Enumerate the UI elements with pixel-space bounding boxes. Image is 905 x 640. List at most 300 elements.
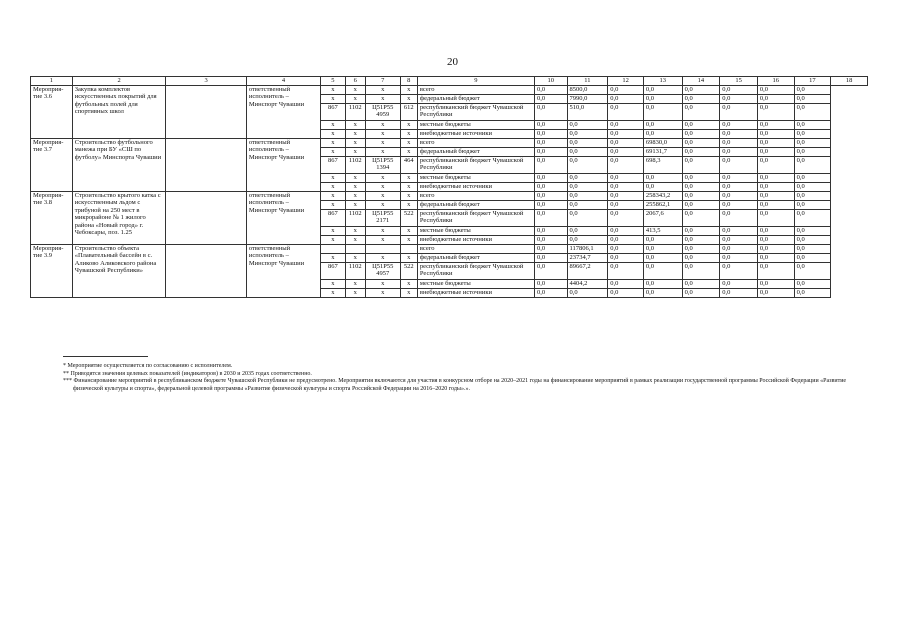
value-cell: 0,0 bbox=[720, 201, 758, 210]
value-cell: 0,0 bbox=[682, 148, 720, 157]
value-cell: 0,0 bbox=[643, 236, 682, 245]
value-cell: 0,0 bbox=[757, 263, 794, 280]
value-cell: 0,0 bbox=[757, 86, 794, 95]
table-body bbox=[31, 77, 868, 298]
value-cell: 0,0 bbox=[757, 245, 794, 254]
measure-description: Закупка комплектов искусственных покрытий для футбольных полей для спортивных школ bbox=[72, 86, 166, 139]
header-cell: 18 bbox=[831, 77, 868, 86]
section-code: x bbox=[345, 139, 365, 148]
value-cell: 0,0 bbox=[720, 183, 758, 192]
section-code: 1102 bbox=[345, 104, 365, 121]
value-cell: 0,0 bbox=[534, 183, 567, 192]
header-cell: 16 bbox=[757, 77, 794, 86]
funding-source: республиканский бюджет Чувашской Республики bbox=[417, 104, 534, 121]
value-cell: 0,0 bbox=[757, 289, 794, 298]
value-cell: 0,0 bbox=[720, 245, 758, 254]
expense-type-code: x bbox=[400, 174, 417, 183]
value-cell: 0,0 bbox=[757, 121, 794, 130]
funding-source: внебюджетные источники bbox=[417, 183, 534, 192]
value-cell: 69830,0 bbox=[643, 139, 682, 148]
header-cell: 3 bbox=[166, 77, 246, 86]
target-article-code: x bbox=[365, 201, 400, 210]
funding-source: всего bbox=[417, 139, 534, 148]
value-cell: 0,0 bbox=[757, 104, 794, 121]
value-cell: 0,0 bbox=[720, 236, 758, 245]
value-cell: 0,0 bbox=[794, 245, 831, 254]
measure-name: Мероприя-тие 3.9 bbox=[31, 245, 73, 298]
expense-type-code: x bbox=[400, 148, 417, 157]
header-cell: 12 bbox=[608, 77, 644, 86]
measure-description: Строительство футбольного манежа при БУ «СШ по футболу» Минспорта Чувашии bbox=[72, 139, 166, 192]
funding-source: внебюджетные источники bbox=[417, 289, 534, 298]
section-code: x bbox=[345, 174, 365, 183]
measure-name: Мероприя-тие 3.7 bbox=[31, 139, 73, 192]
value-cell: 0,0 bbox=[608, 104, 644, 121]
value-cell: 117806,1 bbox=[567, 245, 608, 254]
grbs-code: 867 bbox=[321, 210, 345, 227]
section-code: x bbox=[345, 86, 365, 95]
value-cell: 0,0 bbox=[608, 139, 644, 148]
value-cell: 0,0 bbox=[643, 95, 682, 104]
value-cell: 0,0 bbox=[567, 130, 608, 139]
target-article-code: x bbox=[365, 139, 400, 148]
funding-source: федеральный бюджет bbox=[417, 254, 534, 263]
value-cell: 0,0 bbox=[757, 148, 794, 157]
value-cell: 0,0 bbox=[567, 183, 608, 192]
value-cell: 8500,0 bbox=[567, 86, 608, 95]
header-cell: 9 bbox=[417, 77, 534, 86]
value-cell: 0,0 bbox=[794, 236, 831, 245]
header-row bbox=[31, 77, 868, 86]
value-cell: 0,0 bbox=[757, 183, 794, 192]
value-cell: 0,0 bbox=[682, 201, 720, 210]
target-article-code: x bbox=[365, 174, 400, 183]
value-cell: 0,0 bbox=[794, 86, 831, 95]
value-cell: 0,0 bbox=[720, 254, 758, 263]
value-cell: 0,0 bbox=[757, 280, 794, 289]
value-cell: 0,0 bbox=[643, 86, 682, 95]
value-cell: 0,0 bbox=[534, 227, 567, 236]
value-cell: 0,0 bbox=[720, 121, 758, 130]
value-cell: 0,0 bbox=[757, 236, 794, 245]
expense-type-code: x bbox=[400, 289, 417, 298]
value-cell: 0,0 bbox=[608, 157, 644, 174]
value-cell: 0,0 bbox=[757, 227, 794, 236]
value-cell: 0,0 bbox=[720, 139, 758, 148]
grbs-code: x bbox=[321, 254, 345, 263]
funding-source: республиканский бюджет Чувашской Республики bbox=[417, 157, 534, 174]
expense-type-code: x bbox=[400, 130, 417, 139]
section-code: x bbox=[345, 227, 365, 236]
value-cell: 0,0 bbox=[608, 183, 644, 192]
value-cell: 0,0 bbox=[757, 254, 794, 263]
header-cell: 6 bbox=[345, 77, 365, 86]
value-cell: 0,0 bbox=[643, 245, 682, 254]
value-cell: 510,0 bbox=[567, 104, 608, 121]
value-cell: 0,0 bbox=[608, 192, 644, 201]
header-cell: 4 bbox=[246, 77, 320, 86]
funding-source: местные бюджеты bbox=[417, 121, 534, 130]
funding-source: местные бюджеты bbox=[417, 227, 534, 236]
value-cell: 0,0 bbox=[757, 130, 794, 139]
value-cell: 7990,0 bbox=[567, 95, 608, 104]
value-cell: 0,0 bbox=[682, 254, 720, 263]
grbs-code: x bbox=[321, 121, 345, 130]
value-cell: 0,0 bbox=[534, 289, 567, 298]
value-cell: 0,0 bbox=[794, 121, 831, 130]
funding-source: федеральный бюджет bbox=[417, 95, 534, 104]
value-cell: 0,0 bbox=[608, 174, 644, 183]
section-code: x bbox=[345, 280, 365, 289]
section-code: x bbox=[345, 192, 365, 201]
expense-type-code: x bbox=[400, 95, 417, 104]
grbs-code bbox=[321, 245, 345, 254]
value-cell: 0,0 bbox=[794, 210, 831, 227]
value-cell: 0,0 bbox=[757, 210, 794, 227]
header-cell: 15 bbox=[720, 77, 758, 86]
value-cell: 0,0 bbox=[757, 192, 794, 201]
expense-type-code: x bbox=[400, 254, 417, 263]
value-cell: 0,0 bbox=[757, 157, 794, 174]
page-number: 20 bbox=[447, 56, 458, 68]
value-cell: 0,0 bbox=[794, 95, 831, 104]
header-cell: 11 bbox=[567, 77, 608, 86]
section-code: x bbox=[345, 183, 365, 192]
responsible-executor: ответственный исполнитель – Минспорт Чувашии bbox=[246, 245, 320, 298]
value-cell: 0,0 bbox=[567, 289, 608, 298]
value-cell: 0,0 bbox=[534, 210, 567, 227]
target-article-code: x bbox=[365, 254, 400, 263]
value-cell: 0,0 bbox=[720, 280, 758, 289]
value-cell: 23734,7 bbox=[567, 254, 608, 263]
target-article-code: x bbox=[365, 130, 400, 139]
funding-source: всего bbox=[417, 245, 534, 254]
grbs-code: 867 bbox=[321, 104, 345, 121]
section-code: x bbox=[345, 148, 365, 157]
expense-type-code: x bbox=[400, 121, 417, 130]
responsible-executor: ответственный исполнитель – Минспорт Чувашии bbox=[246, 192, 320, 245]
value-cell: 0,0 bbox=[643, 130, 682, 139]
value-cell: 0,0 bbox=[794, 289, 831, 298]
value-cell: 0,0 bbox=[794, 130, 831, 139]
header-cell: 13 bbox=[643, 77, 682, 86]
table-row bbox=[31, 86, 868, 95]
grbs-code: x bbox=[321, 289, 345, 298]
value-cell: 0,0 bbox=[720, 263, 758, 280]
measure-description: Строительство крытого катка с искусственным льдом с трибуной на 250 мест в микрорайоне № 1 жилого района «Новый город» г. Чебоксары, поз. 1.25 bbox=[72, 192, 166, 245]
value-cell: 0,0 bbox=[534, 130, 567, 139]
expense-type-code: 464 bbox=[400, 157, 417, 174]
value-cell: 0,0 bbox=[643, 280, 682, 289]
value-cell: 0,0 bbox=[534, 174, 567, 183]
value-cell: 0,0 bbox=[608, 254, 644, 263]
value-cell: 0,0 bbox=[608, 227, 644, 236]
value-cell: 0,0 bbox=[794, 157, 831, 174]
value-cell: 0,0 bbox=[567, 227, 608, 236]
table-row bbox=[31, 192, 868, 201]
target-article-code: Ц51Р55 4957 bbox=[365, 263, 400, 280]
table-row bbox=[31, 139, 868, 148]
target-article-code: x bbox=[365, 121, 400, 130]
expense-type-code: x bbox=[400, 192, 417, 201]
value-cell: 0,0 bbox=[567, 236, 608, 245]
target-article-code: Ц51Р55 2171 bbox=[365, 210, 400, 227]
value-cell: 0,0 bbox=[794, 227, 831, 236]
target-article-code: x bbox=[365, 280, 400, 289]
value-cell: 0,0 bbox=[608, 148, 644, 157]
value-cell: 0,0 bbox=[608, 201, 644, 210]
funding-source: всего bbox=[417, 192, 534, 201]
value-cell: 0,0 bbox=[534, 95, 567, 104]
value-cell: 0,0 bbox=[534, 280, 567, 289]
measure-description: Строительство объекта «Плавательный бассейн в с. Аликово Аликовского района Чувашской Республики» bbox=[72, 245, 166, 298]
value-cell: 0,0 bbox=[794, 263, 831, 280]
grbs-code: x bbox=[321, 280, 345, 289]
value-cell: 0,0 bbox=[794, 192, 831, 201]
value-cell: 0,0 bbox=[608, 245, 644, 254]
target-article-code bbox=[365, 245, 400, 254]
col3-cell bbox=[166, 139, 246, 192]
value-cell: 0,0 bbox=[534, 236, 567, 245]
expense-type-code: x bbox=[400, 86, 417, 95]
value-cell: 0,0 bbox=[720, 289, 758, 298]
expense-type-code: 522 bbox=[400, 263, 417, 280]
value-cell: 0,0 bbox=[567, 121, 608, 130]
value-cell: 89667,2 bbox=[567, 263, 608, 280]
header-cell: 7 bbox=[365, 77, 400, 86]
value-cell: 0,0 bbox=[720, 227, 758, 236]
value-cell: 0,0 bbox=[567, 201, 608, 210]
value-cell: 0,0 bbox=[794, 174, 831, 183]
footnote-1: * Мероприятие осуществляется по согласованию с исполнителем. bbox=[63, 363, 233, 369]
funding-source: федеральный бюджет bbox=[417, 148, 534, 157]
section-code: x bbox=[345, 236, 365, 245]
value-cell: 0,0 bbox=[757, 174, 794, 183]
value-cell: 0,0 bbox=[682, 245, 720, 254]
header-cell: 2 bbox=[72, 77, 166, 86]
value-cell: 0,0 bbox=[608, 289, 644, 298]
value-cell: 0,0 bbox=[608, 130, 644, 139]
value-cell: 0,0 bbox=[534, 86, 567, 95]
measure-name: Мероприя-тие 3.8 bbox=[31, 192, 73, 245]
value-cell: 258343,2 bbox=[643, 192, 682, 201]
expense-type-code: x bbox=[400, 236, 417, 245]
value-cell: 0,0 bbox=[720, 95, 758, 104]
value-cell: 0,0 bbox=[794, 104, 831, 121]
section-code bbox=[345, 245, 365, 254]
target-article-code: x bbox=[365, 236, 400, 245]
value-cell: 0,0 bbox=[682, 121, 720, 130]
value-cell: 2067,6 bbox=[643, 210, 682, 227]
value-cell: 0,0 bbox=[567, 139, 608, 148]
value-cell: 0,0 bbox=[720, 104, 758, 121]
value-cell: 0,0 bbox=[534, 245, 567, 254]
value-cell: 69131,7 bbox=[643, 148, 682, 157]
expense-type-code: x bbox=[400, 227, 417, 236]
target-article-code: x bbox=[365, 192, 400, 201]
target-article-code: x bbox=[365, 289, 400, 298]
section-code: 1102 bbox=[345, 263, 365, 280]
measure-name: Мероприя-тие 3.6 bbox=[31, 86, 73, 139]
section-code: x bbox=[345, 289, 365, 298]
value-cell: 0,0 bbox=[794, 183, 831, 192]
header-cell: 17 bbox=[794, 77, 831, 86]
grbs-code: x bbox=[321, 174, 345, 183]
grbs-code: x bbox=[321, 148, 345, 157]
target-article-code: x bbox=[365, 183, 400, 192]
grbs-code: 867 bbox=[321, 157, 345, 174]
value-cell: 0,0 bbox=[757, 139, 794, 148]
value-cell: 0,0 bbox=[794, 280, 831, 289]
value-cell: 0,0 bbox=[643, 263, 682, 280]
expense-type-code: 522 bbox=[400, 210, 417, 227]
value-cell: 0,0 bbox=[794, 148, 831, 157]
funding-source: республиканский бюджет Чувашской Республики bbox=[417, 210, 534, 227]
section-code: x bbox=[345, 254, 365, 263]
value-cell: 0,0 bbox=[720, 130, 758, 139]
value-cell: 0,0 bbox=[682, 289, 720, 298]
header-cell: 5 bbox=[321, 77, 345, 86]
target-article-code: x bbox=[365, 227, 400, 236]
value-cell: 0,0 bbox=[682, 157, 720, 174]
value-cell: 0,0 bbox=[534, 157, 567, 174]
value-cell: 0,0 bbox=[682, 280, 720, 289]
value-cell: 0,0 bbox=[643, 289, 682, 298]
value-cell: 0,0 bbox=[794, 139, 831, 148]
value-cell: 0,0 bbox=[682, 104, 720, 121]
footnotes bbox=[63, 356, 853, 393]
funding-source: местные бюджеты bbox=[417, 174, 534, 183]
header-cell: 10 bbox=[534, 77, 567, 86]
budget-table bbox=[30, 76, 868, 298]
target-article-code: x bbox=[365, 148, 400, 157]
header-cell: 1 bbox=[31, 77, 73, 86]
funding-source: внебюджетные источники bbox=[417, 130, 534, 139]
grbs-code: x bbox=[321, 183, 345, 192]
expense-type-code bbox=[400, 245, 417, 254]
funding-source: республиканский бюджет Чувашской Республики bbox=[417, 263, 534, 280]
value-cell: 0,0 bbox=[720, 148, 758, 157]
section-code: x bbox=[345, 130, 365, 139]
footnote-divider bbox=[63, 356, 148, 357]
value-cell: 0,0 bbox=[720, 210, 758, 227]
value-cell: 0,0 bbox=[567, 148, 608, 157]
value-cell: 0,0 bbox=[682, 210, 720, 227]
footnote-2: ** Приводятся значения целевых показателей (индикаторов) в 2030 и 2035 годах соответственно. bbox=[63, 370, 312, 377]
funding-source: федеральный бюджет bbox=[417, 201, 534, 210]
expense-type-code: 612 bbox=[400, 104, 417, 121]
value-cell: 0,0 bbox=[643, 183, 682, 192]
value-cell: 0,0 bbox=[682, 130, 720, 139]
value-cell: 0,0 bbox=[720, 192, 758, 201]
value-cell: 0,0 bbox=[567, 157, 608, 174]
value-cell: 413,5 bbox=[643, 227, 682, 236]
value-cell: 0,0 bbox=[608, 210, 644, 227]
section-code: 1102 bbox=[345, 157, 365, 174]
value-cell: 0,0 bbox=[720, 86, 758, 95]
value-cell: 0,0 bbox=[534, 139, 567, 148]
grbs-code: x bbox=[321, 130, 345, 139]
value-cell: 0,0 bbox=[608, 263, 644, 280]
value-cell: 0,0 bbox=[682, 236, 720, 245]
value-cell: 698,3 bbox=[643, 157, 682, 174]
table-row bbox=[31, 245, 868, 254]
grbs-code: x bbox=[321, 236, 345, 245]
value-cell: 0,0 bbox=[643, 174, 682, 183]
value-cell: 0,0 bbox=[643, 254, 682, 263]
grbs-code: x bbox=[321, 139, 345, 148]
value-cell: 0,0 bbox=[567, 192, 608, 201]
grbs-code: x bbox=[321, 95, 345, 104]
value-cell: 0,0 bbox=[534, 121, 567, 130]
expense-type-code: x bbox=[400, 183, 417, 192]
target-article-code: Ц51Р55 1394 bbox=[365, 157, 400, 174]
target-article-code: x bbox=[365, 95, 400, 104]
col3-cell bbox=[166, 192, 246, 245]
value-cell: 0,0 bbox=[794, 254, 831, 263]
target-article-code: x bbox=[365, 86, 400, 95]
grbs-code: x bbox=[321, 192, 345, 201]
value-cell: 0,0 bbox=[794, 201, 831, 210]
value-cell: 0,0 bbox=[608, 121, 644, 130]
value-cell: 0,0 bbox=[534, 254, 567, 263]
value-cell: 0,0 bbox=[608, 86, 644, 95]
value-cell: 0,0 bbox=[534, 192, 567, 201]
grbs-code: 867 bbox=[321, 263, 345, 280]
expense-type-code: x bbox=[400, 201, 417, 210]
value-cell: 0,0 bbox=[608, 280, 644, 289]
value-cell: 0,0 bbox=[534, 148, 567, 157]
expense-type-code: x bbox=[400, 280, 417, 289]
value-cell: 0,0 bbox=[757, 201, 794, 210]
header-cell: 8 bbox=[400, 77, 417, 86]
section-code: 1102 bbox=[345, 210, 365, 227]
value-cell: 0,0 bbox=[682, 263, 720, 280]
value-cell: 255862,1 bbox=[643, 201, 682, 210]
value-cell: 0,0 bbox=[682, 95, 720, 104]
target-article-code: Ц51Р55 4959 bbox=[365, 104, 400, 121]
grbs-code: x bbox=[321, 201, 345, 210]
value-cell: 0,0 bbox=[643, 104, 682, 121]
value-cell: 0,0 bbox=[682, 227, 720, 236]
value-cell: 0,0 bbox=[643, 121, 682, 130]
section-code: x bbox=[345, 95, 365, 104]
value-cell: 0,0 bbox=[608, 95, 644, 104]
value-cell: 0,0 bbox=[534, 104, 567, 121]
responsible-executor: ответственный исполнитель – Минспорт Чувашии bbox=[246, 139, 320, 192]
section-code: x bbox=[345, 201, 365, 210]
col3-cell bbox=[166, 245, 246, 298]
value-cell: 0,0 bbox=[534, 263, 567, 280]
value-cell: 0,0 bbox=[682, 139, 720, 148]
value-cell: 0,0 bbox=[567, 210, 608, 227]
value-cell: 0,0 bbox=[567, 174, 608, 183]
grbs-code: x bbox=[321, 227, 345, 236]
value-cell: 0,0 bbox=[757, 95, 794, 104]
grbs-code: x bbox=[321, 86, 345, 95]
section-code: x bbox=[345, 121, 365, 130]
funding-source: всего bbox=[417, 86, 534, 95]
responsible-executor: ответственный исполнитель – Минспорт Чувашии bbox=[246, 86, 320, 139]
value-cell: 0,0 bbox=[608, 236, 644, 245]
value-cell: 0,0 bbox=[682, 174, 720, 183]
value-cell: 0,0 bbox=[682, 183, 720, 192]
value-cell: 4404,2 bbox=[567, 280, 608, 289]
value-cell: 0,0 bbox=[720, 174, 758, 183]
expense-type-code: x bbox=[400, 139, 417, 148]
funding-source: внебюджетные источники bbox=[417, 236, 534, 245]
value-cell: 0,0 bbox=[682, 86, 720, 95]
